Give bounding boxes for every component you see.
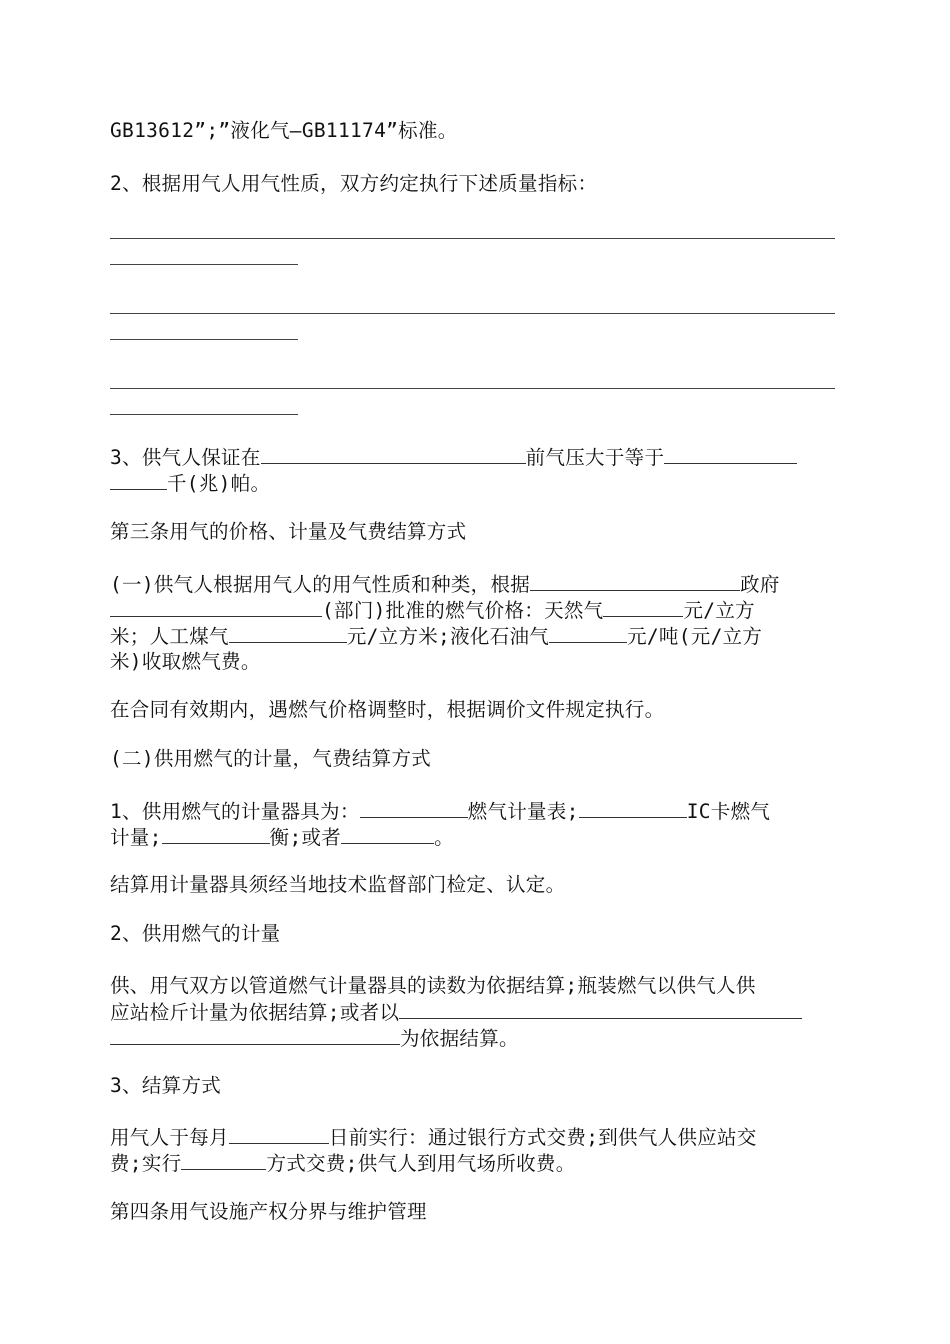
para-meter-2: 计量; 衡;或者 。 bbox=[110, 823, 845, 852]
para-quality-intro: 2、根据用气人用气性质，双方约定执行下述质量指标： bbox=[110, 172, 598, 195]
blank-line-1b bbox=[110, 264, 298, 265]
heading-metering: (二)供用燃气的计量，气费结算方式 bbox=[110, 747, 432, 770]
para-price-1: (一)供气人根据用气人的用气性质和种类，根据 政府 bbox=[110, 570, 845, 599]
blank-line-1a bbox=[110, 238, 835, 239]
para-meter-1: 1、供用燃气的计量器具为： 燃气计量表; IC卡燃气 bbox=[110, 797, 845, 826]
blank-line-3a bbox=[110, 388, 835, 389]
para-price-3: 米；人工煤气 元/立方米;液化石油气 元/吨(元/立方 bbox=[110, 622, 845, 651]
para-pressure-cont: 千(兆)帕。 bbox=[110, 469, 845, 498]
para-payment-1: 用气人于每月 日前实行：通过银行方式交费;到供气人供应站交 bbox=[110, 1123, 845, 1152]
para-pressure: 3、供气人保证在 前气压大于等于 bbox=[110, 443, 845, 472]
para-price-4: 米)收取燃气费。 bbox=[110, 650, 261, 673]
para-settle-2: 应站检斤计量为依据结算;或者以 bbox=[110, 998, 845, 1027]
heading-article-4: 第四条用气设施产权分界与维护管理 bbox=[110, 1200, 427, 1223]
blank-line-2b bbox=[110, 339, 298, 340]
para-standard: GB13612”;”液化气—GB11174”标准。 bbox=[110, 119, 458, 142]
heading-article-3: 第三条用气的价格、计量及气费结算方式 bbox=[110, 520, 467, 543]
para-settle-1: 供、用气双方以管道燃气计量器具的读数为依据结算;瓶装燃气以供气人供 bbox=[110, 974, 756, 997]
blank-line-2a bbox=[110, 313, 835, 314]
para-payment-2: 费;实行 方式交费;供气人到用气场所收费。 bbox=[110, 1149, 845, 1178]
para-meter-cert: 结算用计量器具须经当地技术监督部门检定、认定。 bbox=[110, 873, 566, 896]
blank-line-3b bbox=[110, 414, 298, 415]
heading-metering-2: 2、供用燃气的计量 bbox=[110, 922, 281, 945]
para-price-2: (部门)批准的燃气价格：天然气 元/立方 bbox=[110, 596, 845, 625]
para-settle-3: 为依据结算。 bbox=[110, 1024, 845, 1053]
para-price-adjust: 在合同有效期内，遇燃气价格调整时，根据调价文件规定执行。 bbox=[110, 698, 665, 721]
heading-settlement: 3、结算方式 bbox=[110, 1074, 222, 1097]
